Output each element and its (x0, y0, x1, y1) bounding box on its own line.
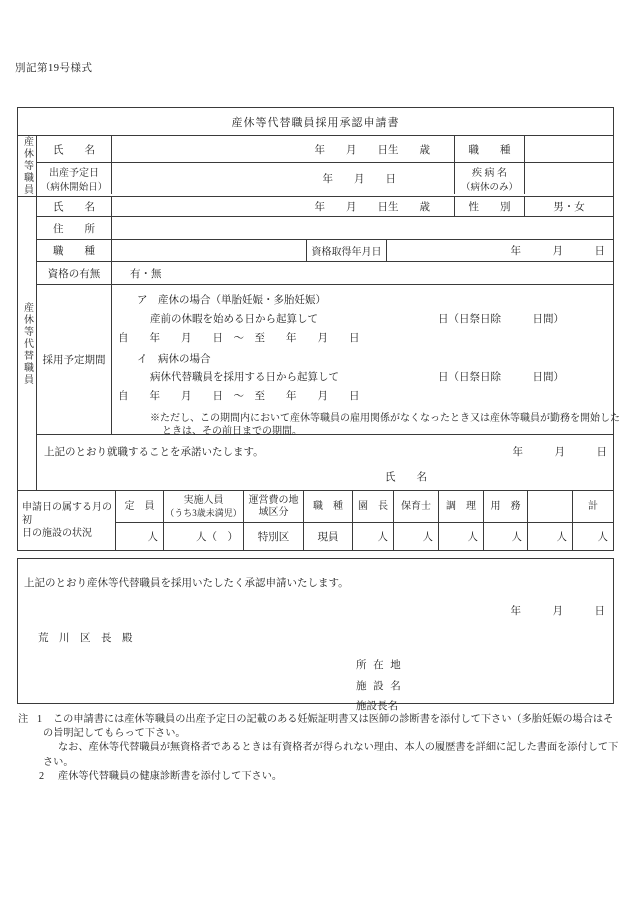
substitute-job-label: 職 種 (37, 240, 112, 261)
col-actual-value: 人（ ） (196, 532, 238, 543)
group-maternity-staff (18, 136, 613, 197)
col-maintenance-header: 用 務 (490, 500, 521, 512)
license-date-label: 資格取得年月日 (307, 240, 387, 261)
period-case-b-detail: 病休代替職員を採用する日から起算して (150, 372, 339, 383)
main-table (17, 107, 620, 491)
note-line-5 (17, 770, 627, 784)
consent-statement: 上記のとおり就職することを承諾いたします。 (44, 447, 264, 458)
period-case-a-range: 自 年 月 日 ～ 至 年 月 日 (118, 333, 360, 344)
note-line-4 (17, 756, 627, 770)
note1-text-line2: の旨明記してもらって下さい。 (43, 728, 186, 740)
row-g1-duedate (37, 163, 613, 194)
group-substitute-staff (18, 197, 620, 490)
form-sheet (17, 107, 620, 784)
substitute-name-label: 氏 名 (37, 197, 112, 216)
col-nursery-header: 保育士 (401, 500, 431, 512)
location-label: 所 在 地 (356, 660, 401, 671)
col-actual-header: 実施人員 (183, 494, 224, 506)
period-note-line1: ※ただし、この期間内において産休等職員の雇用関係がなくなったとき又は産休等職員が勤務を開始した (150, 413, 620, 424)
application-statement: 上記のとおり産休等代替職員を採用いたしたく承認申請いたします。 (24, 578, 349, 589)
name-label: 氏 名 (37, 136, 112, 162)
name-value-cell (112, 136, 455, 162)
col-maintenance (484, 491, 528, 550)
row-g2-consent (37, 435, 613, 490)
col-total (573, 491, 613, 550)
col-principal-header: 園 長 (358, 500, 388, 512)
col-nursery-value: 人 (422, 532, 433, 543)
period-content-cell (112, 285, 620, 437)
disease-label-line2: （病休のみ） (460, 183, 518, 193)
application-block (17, 558, 614, 712)
col-district-value: 特別区 (257, 532, 290, 543)
note2-number: 2 (39, 770, 45, 782)
facility-status-label-line1: 申請日の属する月の初 (22, 502, 112, 526)
period-note-line2: ときは、その前日までの期間。 (162, 426, 302, 437)
form-title: 産休等代替職員採用承認申請書 (18, 108, 613, 136)
col-district-header: 運営費の地 (248, 494, 299, 506)
col-total-header: 計 (588, 500, 598, 512)
col-actual (164, 491, 244, 550)
note-line-3 (17, 741, 627, 755)
group-maternity-staff-label: 産休等職員 (21, 136, 33, 196)
notes (17, 713, 627, 784)
col-jobtype-header: 職 種 (313, 500, 343, 512)
col-blank (528, 491, 573, 550)
period-case-b-range: 自 年 月 日 ～ 至 年 月 日 (118, 391, 360, 402)
col-capacity-value: 人 (147, 532, 158, 543)
row-g2-period (37, 285, 620, 437)
director-name-label: 施設長名 (356, 701, 398, 712)
period-case-b: イ 病休の場合 (137, 354, 211, 365)
group-substitute-staff-label: 産休等代替職員 (21, 301, 33, 386)
col-nursery (394, 491, 439, 550)
period-label: 採用予定期間 (37, 285, 112, 434)
disease-label (455, 163, 525, 194)
note1-text-line3: なお、産休等代替職員が無資格者であるときは有資格者が得られない理由、本人の履歴書を詳細に記した書面を添付して下 (58, 742, 619, 754)
license-value: 有・無 (130, 268, 162, 280)
col-total-value: 人 (597, 532, 608, 543)
col-capacity (116, 491, 164, 550)
facility-name-label: 施 設 名 (356, 681, 401, 692)
substitute-birthdate-age-placeholders: 年 月 日生 歳 (314, 202, 430, 213)
form-number: 別記第19号様式 (15, 63, 93, 74)
group-maternity-staff-label-cell (18, 136, 37, 196)
col-district (244, 491, 304, 550)
period-case-a-days: 日（日祭日除 日間） (438, 314, 564, 325)
substitute-name-value-cell (112, 197, 455, 216)
note-line-1 (17, 713, 627, 727)
note1-number: 1 (37, 714, 43, 725)
col-cooking-value: 人 (467, 532, 478, 543)
due-date-placeholders: 年 月 日 (322, 174, 396, 185)
col-cooking-header: 調 理 (446, 500, 476, 512)
col-jobtype-value: 現員 (317, 532, 339, 543)
col-principal (353, 491, 394, 550)
facility-status-table (17, 490, 614, 551)
row-g2-license (37, 262, 613, 285)
note-line-2 (17, 727, 627, 741)
address-value-cell (112, 217, 613, 239)
period-case-a: ア 産休の場合（単胎妊娠・多胎妊娠） (137, 295, 326, 306)
consent-cell (37, 435, 613, 490)
facility-status-label-line2: 日の施設の状況 (22, 528, 92, 539)
row-g1-name (37, 136, 613, 163)
note-prefix: 注 (18, 714, 29, 725)
license-date-value-cell (387, 240, 613, 261)
row-g2-name (37, 197, 613, 217)
disease-value-cell (525, 163, 613, 194)
substitute-job-value-cell (112, 240, 307, 261)
license-label: 資格の有無 (37, 262, 112, 284)
group-substitute-staff-label-cell (18, 197, 37, 490)
period-case-b-days: 日（日祭日除 日間） (438, 372, 564, 383)
address-label: 住 所 (37, 217, 112, 239)
addressee: 荒 川 区 長 殿 (38, 633, 133, 644)
due-date-label (37, 163, 112, 194)
col-cooking (439, 491, 484, 550)
consent-date-placeholders: 年 月 日 (512, 447, 607, 458)
license-date-placeholders: 年 月 日 (510, 246, 605, 257)
note1-text-line1: この申請書には産休等職員の出産予定日の記載のある妊娠証明書又は医師の診断書を添付して下さい（多胎妊娠の場合はそ (53, 714, 614, 725)
col-principal-value: 人 (377, 532, 388, 543)
note1-text-line4: さい。 (43, 756, 74, 768)
due-date-label-line1: 出産予定日 (49, 168, 99, 179)
row-g2-address (37, 217, 613, 240)
job-type-label: 職 種 (455, 136, 525, 162)
birthdate-age-placeholders: 年 月 日生 歳 (314, 144, 430, 156)
note2-text: 産休等代替職員の健康診断書を添付して下さい。 (58, 770, 283, 782)
disease-label-line1: 疾 病 名 (472, 168, 507, 179)
col-maintenance-value: 人 (511, 532, 522, 543)
row-g2-job (37, 240, 613, 262)
col-district-header2: 域区分 (258, 506, 289, 518)
col-capacity-header: 定 員 (124, 500, 155, 512)
gender-label: 性 別 (455, 197, 525, 216)
due-date-value-cell (112, 163, 455, 194)
col-actual-header2: （うち3歳未満児） (165, 507, 242, 518)
gender-value: 男・女 (553, 202, 585, 213)
application-date-placeholders: 年 月 日 (510, 606, 605, 617)
due-date-label-line2: （病休開始日） (40, 183, 108, 193)
col-jobtype (304, 491, 353, 550)
consent-name-label: 氏 名 (385, 472, 427, 483)
col-blank-value: 人 (556, 532, 567, 543)
job-type-value-cell (525, 136, 613, 162)
period-case-a-detail: 産前の休暇を始める日から起算して (150, 314, 318, 325)
facility-status-label (18, 491, 116, 550)
